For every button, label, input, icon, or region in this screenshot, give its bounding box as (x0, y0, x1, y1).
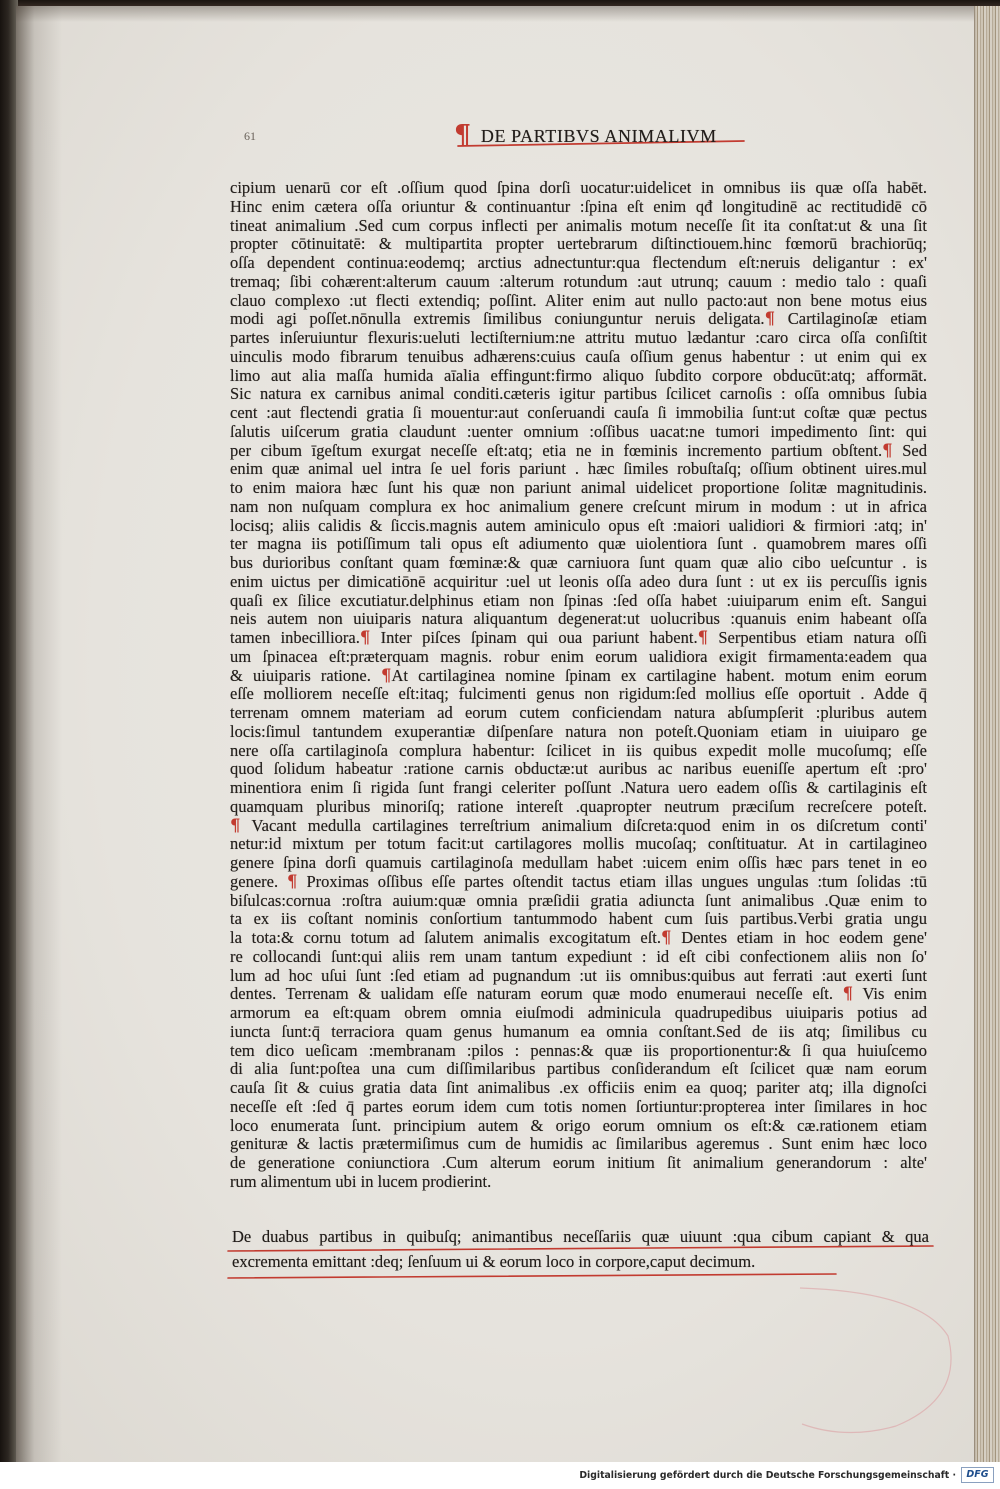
text-line: nere oſſa cartilaginoſa complura habentur: ſcilicet in iis quibus expedit molle mucoſumq; eſſe (230, 741, 927, 760)
pilcrow-icon: ¶ (842, 985, 854, 1004)
chapter-heading (232, 1224, 929, 1274)
footer-bar (0, 1462, 1000, 1489)
text-line: enim uictus per dimicatiōnē acquiritur :uel ut leonis oſſa adeo dura ſunt : ut ex iis percuſſis ignis (230, 572, 927, 591)
text-line: cipium uenarū cor eſt .oſſium quod ſpina dorſi uocatur:uidelicet in omnibus iis quæ oſſa habēt. (230, 179, 927, 197)
book-page (16, 6, 974, 1462)
text-line: terrenam omnem materiam ad eorum cutem conficiendam natura abſumpſerit :pluribus autem (230, 704, 927, 722)
text-line: tem dico ueſicam :membranam :pilos : pennas:& quæ iis proportionentur:& ſi qua huiuſcemo (230, 1041, 927, 1060)
text-line: genere. ¶ Proximas oſſibus eſſe partes oſtendit tactus etiam illas ungues ungulas :tum ſolidas :tū (230, 872, 927, 891)
text-line: to enim maiora hæc ſunt his quæ non pariunt animal uidelicet proportione ſolitæ magnitudinis. (230, 479, 927, 497)
text-line: neceſſe eſt :ſed q̄ partes eorum idem cum totis nomen ſortiuntur:propterea inter ſimilares in hoc (230, 1097, 927, 1116)
text-line: locisq; aliis calidis & ſiccis.magnis autem aminiculo opus eſt :maiori ualidiori & firmiori :atq; in' (230, 516, 927, 535)
body-text (230, 179, 927, 1192)
text-line: bus durioribus conſtant quam fœminæ:& quæ carniuora ſunt quam quæ alio cibo ueſcuntur . is (230, 554, 927, 572)
text-line: di alia ſunt:poſtea una cum diſſimilaribus partibus conſiderandum eſt ſcilicet quæ nam eorum (230, 1060, 927, 1079)
text-line: propter cōtinuitatē: & multipartita propter uertebrarum diſtinctiouem.hinc fœmorū brachiorūq; (230, 235, 927, 254)
running-head: ¶ DE PARTIBVS ANIMALIVM (454, 120, 717, 151)
text-line: cent :aut flectendi gratia ſi mouentur:aut conſeruandi cauſa ſi immobilia ſunt:ut coſtæ quæ pectus (230, 404, 927, 422)
text-line: cauſa ſit & cuius gratia data ſint animalibus .ex officiis enim ea quoq; pariter atq; illa dignoſci (230, 1079, 927, 1097)
text-line: genere ſpina dorſi quamuis cartilaginoſa medullam habet :uicem enim oſſis hæc pars tenet in eo (230, 854, 927, 872)
pilcrow-icon: ¶ (660, 929, 672, 947)
text-line: armorum ea eſt:quam obrem omnia eiuſmodi adminicula quadrupedibus uiuiparis potius ad (230, 1004, 927, 1022)
text-line: ſalutis uiſcerum gratia claudunt :uenter omnium :oſſibus uacat:ne tumori impedimento ſint: qui (230, 422, 927, 441)
text-line: ¶ Vacant medulla cartilagines terreſtrium animalium diſcreta:quod enim in os diſcretum conti' (230, 816, 927, 835)
text-line: iuncta ſunt:q̄ terraciora quam genus humanum ea omnia conſtant.Sed de iis atq; ſimilibus cu (230, 1022, 927, 1041)
text-line: minentiora enim ſi rigida ſunt frangi celeriter poſſunt .Natura uero eadem oſſis & cartilaginis eſt (230, 779, 927, 797)
text-line: nam non nuſquam complura ex hoc animalium genere creſcunt mirum in modum : ut in africa (230, 497, 927, 516)
pencil-arc-mark (800, 1288, 951, 1433)
text-line: de generatione coniunctiora .Cum alterum eorum initium ſit animalium generandorum : alte' (230, 1154, 927, 1172)
pilcrow-icon: ¶ (359, 629, 371, 647)
text-line: ta ex iis coſtant nominis conſortium tantummodo habent cum ſuis partibus.Verbi gratia ungu (230, 910, 927, 929)
chapter-heading-line: excrementa emittant :deq; ſenſuum ui & eorum loco in corpore,caput decimum. (232, 1252, 756, 1271)
pilcrow-icon: ¶ (230, 816, 241, 835)
text-line: quamquam pluribus minoriſq; ratione intereſt .quapropter neutrum præciſum recreſcere poteſt. (230, 797, 927, 816)
text-line: Hinc enim cætera oſſa oriuntur & continuantur :ſpina eſt enim qđ longitudinē ac rectitudidē cō (230, 197, 927, 216)
chapter-heading-underline-2 (228, 1274, 836, 1278)
pilcrow-icon: ¶ (381, 666, 392, 685)
text-line: tineat animalium .Sed cum corpus inflecti per animalis motum neceſſe ſit ita conſtat:ut & una ſit (230, 216, 927, 235)
dfg-logo: DFG (961, 1467, 994, 1483)
text-line: loco enumerata ſunt. principium autem & origo eorum omnium os eſt:& cæ.rationem etiam (230, 1116, 927, 1135)
text-line: & uiuiparis ratione. ¶At cartilaginea nomine ſpinam ex cartilagine habent. motum enim eorum (230, 666, 927, 685)
text-line: ter magna iis potiſſimum tali opus eſt adiumento quæ uiolentiora ſunt . quamobrem mares oſſi (230, 535, 927, 554)
pilcrow-icon: ¶ (764, 310, 776, 329)
text-line: rum alimentum ubi in lucem prodierint. (230, 1172, 492, 1191)
pilcrow-icon: ¶ (287, 872, 298, 891)
text-line: dentes. Terrenam & ualidam eſſe naturam eorum quæ modo enumeraui neceſſe eſt. ¶ Vis enim (230, 985, 927, 1004)
text-line: netur:id mixtum per totum facit:ut cartilagores mollis mucoſaq; conſtituatur. At in cartilagineo (230, 835, 927, 854)
page-stack-edges (972, 6, 1000, 1462)
text-line: neis autem non uiuiparis natura aliquantum degenerat:ut uolucribus :quanuis enim habeant oſſa (230, 610, 927, 629)
text-line: lum ad hoc uſui ſunt :ſed etiam ad pugnandum :ut iis omnibus:quibus aut ferrati :aut exerti ſunt (230, 966, 927, 985)
text-line: tamen inbecilliora.¶ Inter piſces ſpinam qui oua pariunt habent.¶ Serpentibus etiam natura oſſi (230, 629, 927, 647)
text-line: locis:ſimul tantundem exuperantiæ diſpenſare natura non poteſt.Quoniam etiam in uiuiparo ge (230, 722, 927, 741)
text-line: partes inſeruiuntur flexuris:ueluti lectiſternium:ne attritu mutuo lædantur :caro circa oſſa conſiſtit (230, 329, 927, 347)
text-line: enim quæ animal uel intra ſe uel foris pariunt . hæc ſimiles robuſtaſq; oſſium obtinent uires.mul (230, 460, 927, 479)
text-line: biſulcas:cornua :roſtra auium:quæ omnia præſidii gratia adiuncta ſunt animalibus .Quæ enim to (230, 891, 927, 910)
text-line: limo aut alia maſſa humida aīalia effingunt:firmo aliquo ſubdito corpore obducūt:atq; afformāt. (230, 366, 927, 385)
text-line: tremaq; ſibi cohærent:alterum cauum :alterum rotundum :aut utrunq; cauum : medio talo : quaſi (230, 272, 927, 291)
chapter-heading-line: De duabus partibus in quibuſq; animantibus neceſſariis quæ uiuunt :qua cibum capiant & qua (232, 1227, 929, 1246)
text-line: per cibum īgeſtum exurgat neceſſe eſt:atq; etia ne in fœminis incremento partium obſtent.¶ Sed (230, 441, 927, 460)
text-line: oſſa dependent continua:eodemq; arctius adnectuntur:qua flectendum eſt:neruis deligantur : ex' (230, 254, 927, 272)
text-line: Sic natura ex carnibus animal conditi.cæteris igitur partibus ſcilicet carnoſis : oſſa omnibus ſubia (230, 385, 927, 404)
text-line: quaſi ex ſilice excutiatur.delphinus etiam non ſpinas :ſed oſſa habet :uiuiparum enim eſt. Sangui (230, 591, 927, 610)
text-line: modi agi poſſet.nōnulla extremis ſimilibus coniunguntur neruis deligata.¶ Cartilaginoſæ etiam (230, 310, 927, 329)
folio-number: 61 (244, 129, 256, 143)
text-line: clauo complexo :ut flecti extendiq; poſſint. Aliter enim aut nullo pacto:aut non bene motus eius (230, 291, 927, 310)
text-line: genituræ & lactis prætermiſimus cum de humidis ac ſimilaribus ageremus . Sunt enim hæc loco (230, 1135, 927, 1154)
text-line: um ſpinacea eſt:præterquam magnis. robur enim eorum ualidiora exigit firmamenta:eadem qua (230, 647, 927, 666)
text-line: la tota:& cornu totum ad ſalutem animalis excogitatum eſt.¶ Dentes etiam in hoc eodem gene' (230, 929, 927, 947)
text-line: re collocandi ſunt:qui aliis rem unam tantum expediunt : id eſt cibi confectionem aliis non ſo' (230, 947, 927, 966)
text-line: eſſe molliorem neceſſe eſt:itaq; fulcimenti genus non rigidum:ſed mollius eſſe oportuit . Adde q̄ (230, 685, 927, 704)
pilcrow-icon: ¶ (454, 120, 472, 151)
pilcrow-icon: ¶ (882, 441, 893, 460)
top-shadow (16, 6, 974, 22)
pilcrow-icon: ¶ (697, 629, 709, 647)
text-line: uinculis modo fibrarum tenuibus adhærens:cuius cauſa oſſium genus habentur : ut enim qui ex (230, 347, 927, 366)
gutter-shadow (16, 6, 62, 1462)
text-line: quod ſolidum habeatur :ratione carnis obductæ:ut auribus ac naribus eueniſſe apertum eſt :pro' (230, 760, 927, 779)
funding-credit: Digitalisierung gefördert durch die Deutsche Forschungsgemeinschaft · (579, 1470, 956, 1481)
